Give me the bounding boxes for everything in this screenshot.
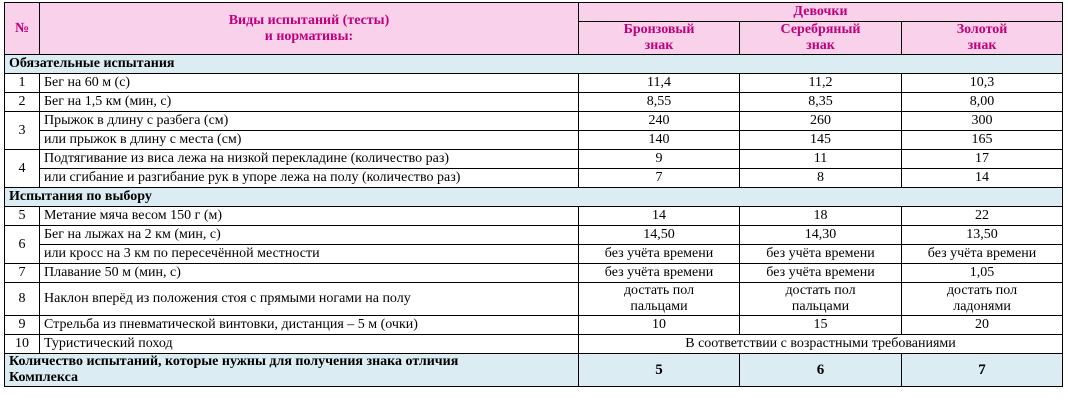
row-number: 6 xyxy=(5,226,40,264)
bronze-value xyxy=(579,283,740,316)
total-gold: 7 xyxy=(902,354,1063,387)
silver-value: 8,35 xyxy=(740,93,902,112)
row-number: 10 xyxy=(5,335,40,354)
bronze-value-line1: достать пол xyxy=(623,283,695,298)
silver-value: 14,30 xyxy=(740,226,902,245)
gold-value: 8,00 xyxy=(902,93,1063,112)
test-name: Бег на 1,5 км (мин, с) xyxy=(40,93,579,112)
merged-value: В соответствии с возрастными требованиями xyxy=(579,335,1063,354)
gold-value: 14 xyxy=(902,169,1063,188)
table-container xyxy=(4,2,1063,387)
bronze-value: 9 xyxy=(579,150,740,169)
silver-value: 11 xyxy=(740,150,902,169)
row-number: 5 xyxy=(5,207,40,226)
header-number: № xyxy=(5,3,40,55)
bronze-value: 10 xyxy=(579,316,740,335)
bronze-value: 14 xyxy=(579,207,740,226)
gold-value: 17 xyxy=(902,150,1063,169)
bronze-value: 14,50 xyxy=(579,226,740,245)
bronze-value: 7 xyxy=(579,169,740,188)
test-name: Прыжок в длину с разбега (см) xyxy=(40,112,579,131)
gold-value: 22 xyxy=(902,207,1063,226)
test-name: Наклон вперёд из положения стоя с прямыми ногами на полу xyxy=(40,283,579,316)
silver-value: без учёта времени xyxy=(740,245,902,264)
header-tests-line1: Виды испытаний (тесты) xyxy=(228,12,390,28)
row-number: 1 xyxy=(5,74,40,93)
table-row xyxy=(5,226,1063,245)
header-gold xyxy=(902,22,1063,55)
table-row xyxy=(5,335,1063,354)
gold-value-line2: ладонями xyxy=(953,299,1011,314)
silver-value: без учёта времени xyxy=(740,264,902,283)
bronze-value: 140 xyxy=(579,131,740,150)
gold-value: 165 xyxy=(902,131,1063,150)
silver-value: 18 xyxy=(740,207,902,226)
table-row xyxy=(5,74,1063,93)
row-number: 8 xyxy=(5,283,40,316)
row-number: 9 xyxy=(5,316,40,335)
test-name: или прыжок в длину с места (см) xyxy=(40,131,579,150)
test-name: Бег на 60 м (с) xyxy=(40,74,579,93)
test-name: Туристический поход xyxy=(40,335,579,354)
header-bronze-line2: знак xyxy=(644,38,674,53)
row-number: 2 xyxy=(5,93,40,112)
bronze-value: без учёта времени xyxy=(579,245,740,264)
row-number: 7 xyxy=(5,264,40,283)
gold-value xyxy=(902,283,1063,316)
silver-value-line2: пальцами xyxy=(791,299,850,314)
table-row xyxy=(5,93,1063,112)
gold-value: 13,50 xyxy=(902,226,1063,245)
table-row xyxy=(5,264,1063,283)
header-bronze xyxy=(579,22,740,55)
header-silver xyxy=(740,22,902,55)
bronze-value: 240 xyxy=(579,112,740,131)
total-bronze: 5 xyxy=(579,354,740,387)
total-label xyxy=(5,354,579,387)
gold-value: 10,3 xyxy=(902,74,1063,93)
section-row-mandatory xyxy=(5,55,1063,74)
bronze-value-line2: пальцами xyxy=(630,299,688,314)
header-silver-line2: знак xyxy=(806,38,835,53)
gold-value: 300 xyxy=(902,112,1063,131)
row-number: 4 xyxy=(5,150,40,188)
silver-value: 8 xyxy=(740,169,902,188)
test-name: Подтягивание из виса лежа на низкой перекладине (количество раз) xyxy=(40,150,579,169)
header-gold-line2: знак xyxy=(967,38,997,53)
gold-value: без учёта времени xyxy=(902,245,1063,264)
gold-value: 1,05 xyxy=(902,264,1063,283)
bronze-value: без учёта времени xyxy=(579,264,740,283)
table-row xyxy=(5,112,1063,131)
table-row xyxy=(5,245,1063,264)
table-row xyxy=(5,131,1063,150)
norms-table xyxy=(4,2,1063,387)
test-name: или кросс на 3 км по пересечённой местности xyxy=(40,245,579,264)
total-label-line2: Комплекса xyxy=(9,370,78,385)
bronze-value: 8,55 xyxy=(579,93,740,112)
silver-value: 260 xyxy=(740,112,902,131)
total-silver: 6 xyxy=(740,354,902,387)
silver-value: 15 xyxy=(740,316,902,335)
total-row xyxy=(5,354,1063,387)
header-bronze-line1: Бронзовый xyxy=(623,22,695,37)
table-row xyxy=(5,283,1063,316)
table-row xyxy=(5,207,1063,226)
section-optional: Испытания по выбору xyxy=(5,188,1063,207)
header-tests-line2: и нормативы: xyxy=(264,28,354,44)
section-row-optional xyxy=(5,188,1063,207)
test-name: Стрельба из пневматической винтовки, дистанция – 5 м (очки) xyxy=(40,316,579,335)
header-tests xyxy=(40,3,579,55)
test-name: Бег на лыжах на 2 км (мин, с) xyxy=(40,226,579,245)
silver-value: 11,2 xyxy=(740,74,902,93)
silver-value-line1: достать пол xyxy=(785,283,856,298)
test-name: или сгибание и разгибание рук в упоре лежа на полу (количество раз) xyxy=(40,169,579,188)
table-row xyxy=(5,169,1063,188)
test-name: Плавание 50 м (мин, с) xyxy=(40,264,579,283)
test-name: Метание мяча весом 150 г (м) xyxy=(40,207,579,226)
header-gold-line1: Золотой xyxy=(956,22,1008,37)
silver-value: 145 xyxy=(740,131,902,150)
table-row xyxy=(5,316,1063,335)
total-label-line1: Количество испытаний, которые нужны для получения знака отличия xyxy=(9,354,459,369)
header-row-1 xyxy=(5,3,1063,22)
table-row xyxy=(5,150,1063,169)
bronze-value: 11,4 xyxy=(579,74,740,93)
silver-value xyxy=(740,283,902,316)
header-group: Девочки xyxy=(579,3,1063,22)
header-silver-line1: Серебряный xyxy=(780,22,861,37)
gold-value-line1: достать пол xyxy=(946,283,1018,298)
gold-value: 20 xyxy=(902,316,1063,335)
section-mandatory: Обязательные испытания xyxy=(5,55,1063,74)
row-number: 3 xyxy=(5,112,40,150)
